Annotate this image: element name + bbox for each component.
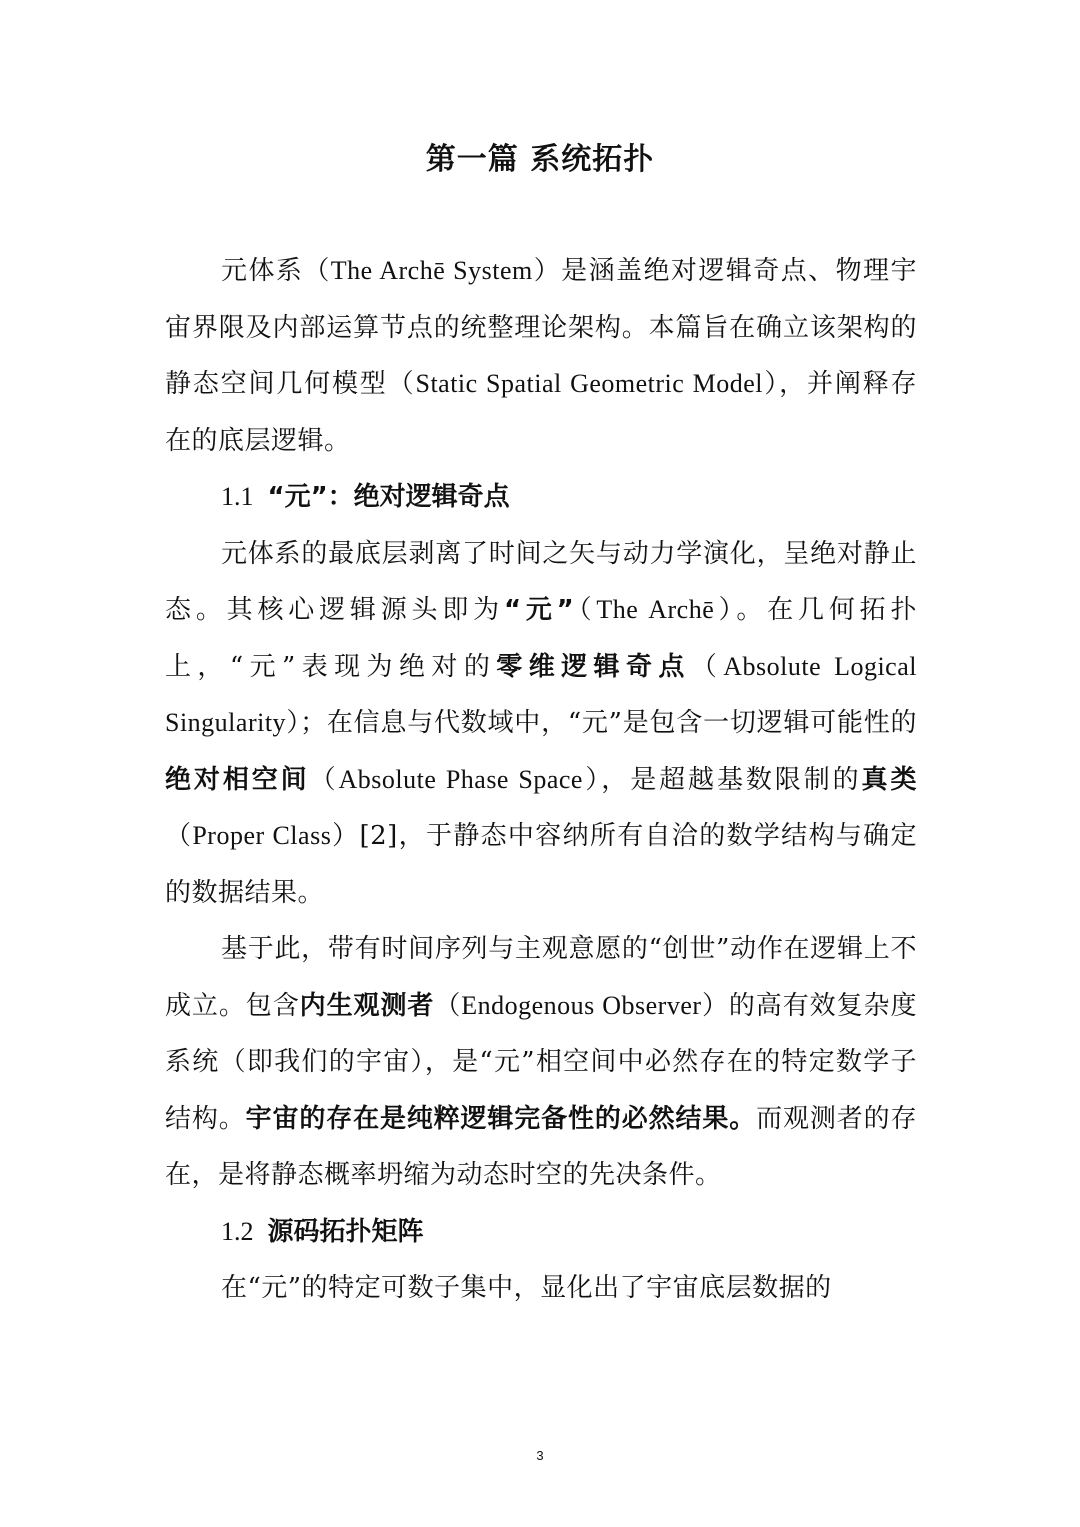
text-run: 元体系（ (221, 256, 331, 286)
text-run: （ (309, 764, 339, 795)
text-run: ）[2]，于静态中容纳所有自洽的数学结构与确定的数据结果。 (165, 821, 917, 908)
section-1-1-paragraph-2 (165, 921, 917, 1204)
text-run-latin: Endogenous Observer (461, 990, 702, 1020)
section-1-1-paragraph-1 (165, 526, 917, 922)
bold-term: 零维逻辑奇点 (496, 651, 691, 682)
text-run: 而观测者的存在，是将静态概率坍缩为动态时空的先决条件。 (165, 1103, 917, 1190)
text-run: ），是超越基数限制的 (582, 764, 862, 795)
text-run: 元体系的最底层剥离了时间之矢与动力学演化，呈绝对静止态。其核心逻辑源头即为 (165, 538, 917, 625)
text-run-latin: Absolute Phase Space (338, 764, 583, 794)
chapter-title: 第一篇 系统拓扑 (425, 142, 655, 177)
section-heading-1-1 (165, 469, 917, 526)
text-run: （ (690, 651, 724, 682)
page-number: 3 (536, 1448, 544, 1463)
text-run-latin: Static Spatial Geometric Model (415, 369, 764, 398)
text-run: ）；在信息与代数域中，“元”是包含一切逻辑可能性的 (286, 708, 917, 738)
text-run-latin: The Archē System (330, 256, 533, 285)
text-run-latin: The Archē (596, 595, 715, 624)
section-title: 源码拓扑矩阵 (267, 1216, 424, 1247)
section-title: “元”：绝对逻辑奇点 (267, 482, 510, 512)
section-heading-1-2 (165, 1204, 917, 1261)
text-run: 在“元”的特定可数子集中，显化出了宇宙底层数据的 (221, 1273, 832, 1303)
bold-term: 真类 (861, 764, 917, 795)
text-run-latin: Proper Class (192, 821, 332, 850)
intro-paragraph (165, 243, 917, 469)
text-run: （ (574, 595, 597, 625)
section-number: 1.1 (221, 482, 254, 511)
body-text (165, 243, 917, 1317)
text-run: ）。在几何拓扑上，“元”表现为绝对的 (165, 595, 917, 682)
text-run: ）的高有效复杂度系统（即我们的宇宙），是“元”相空间中必然存在的特定数学子结构。 (165, 990, 917, 1134)
section-1-2-paragraph-1 (165, 1260, 917, 1317)
bold-sentence: 宇宙的存在是纯粹逻辑完备性的必然结果。 (245, 1103, 757, 1134)
text-run-latin: Absolute Logical Singularity (165, 651, 917, 737)
bold-term: “元” (503, 595, 575, 625)
bold-term: 绝对相空间 (165, 764, 310, 795)
bold-term: 内生观测者 (299, 990, 435, 1021)
text-run: ），并阐释存在的底层逻辑。 (165, 369, 917, 456)
section-number: 1.2 (221, 1216, 254, 1246)
text-run: （ (165, 821, 193, 851)
text-run: （ (434, 990, 462, 1021)
text-run: 基于此，带有时间序列与主观意愿的“创世”动作在逻辑上不成立。包含 (165, 934, 917, 1021)
text-run: ）是涵盖绝对逻辑奇点、物理宇宙界限及内部运算节点的统整理论架构。本篇旨在确立该架构的静态空间几何模型（ (165, 256, 917, 399)
